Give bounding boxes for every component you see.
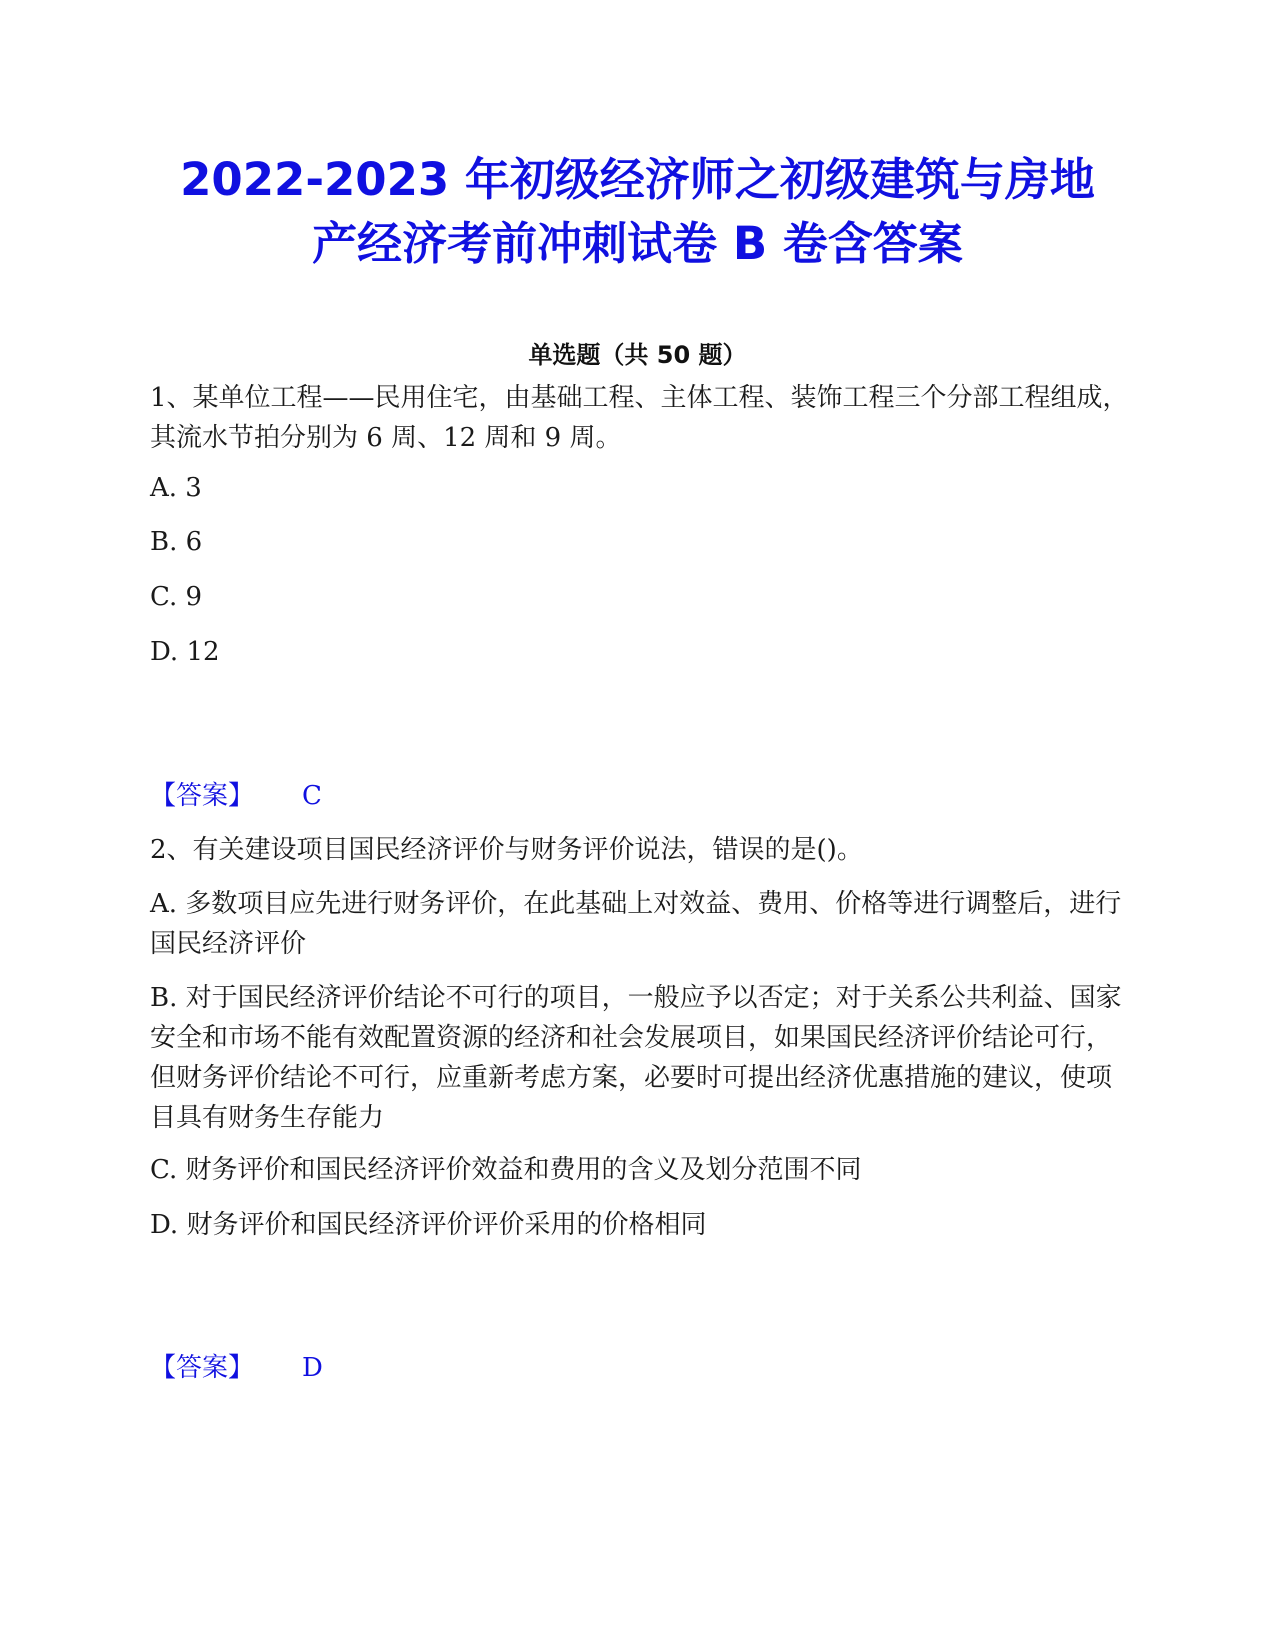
question-1-answer xyxy=(150,776,322,816)
section-heading: 单选题（共 50 题） xyxy=(528,341,747,369)
title-line-1: 2022-2023 年初级经济师之初级建筑与房地 xyxy=(180,153,1095,206)
question-2-stem: 2、有关建设项目国民经济评价与财务评价说法，错误的是()。 xyxy=(150,835,863,865)
answer-value: D xyxy=(302,1353,323,1383)
answer-label: 【答案】 xyxy=(150,781,255,811)
document-title xyxy=(140,148,1135,276)
question-1-option-a: A. 3 xyxy=(150,473,202,503)
question-2-option-b: B. 对于国民经济评价结论不可行的项目，一般应予以否定；对于关系公共利益、国家安全和市场不能有效配置资源的经济和社会发展项目，如果国民经济评价结论可行，但财务评价结论不可行，应重新考虑方案，必要时可提出经济优惠措施的建议，使项目具有财务生存能力 xyxy=(150,983,1122,1133)
title-line-2: 产经济考前冲刺试卷 B 卷含答案 xyxy=(312,217,963,270)
question-1-option-c: C. 9 xyxy=(150,582,203,612)
question-2-option-d: D. 财务评价和国民经济评价评价采用的价格相同 xyxy=(150,1210,707,1240)
answer-label: 【答案】 xyxy=(150,1353,255,1383)
answer-value: C xyxy=(302,781,322,811)
question-2-option-c: C. 财务评价和国民经济评价效益和费用的含义及划分范围不同 xyxy=(150,1155,862,1185)
question-2-option-a: A. 多数项目应先进行财务评价，在此基础上对效益、费用、价格等进行调整后，进行国民经济评价 xyxy=(150,889,1122,959)
question-2-answer xyxy=(150,1348,323,1388)
question-1-stem: 1、某单位工程——民用住宅，由基础工程、主体工程、装饰工程三个分部工程组成，其流水节拍分别为 6 周、12 周和 9 周。 xyxy=(150,383,1129,453)
question-1-option-d: D. 12 xyxy=(150,637,220,667)
question-1-option-b: B. 6 xyxy=(150,527,203,557)
